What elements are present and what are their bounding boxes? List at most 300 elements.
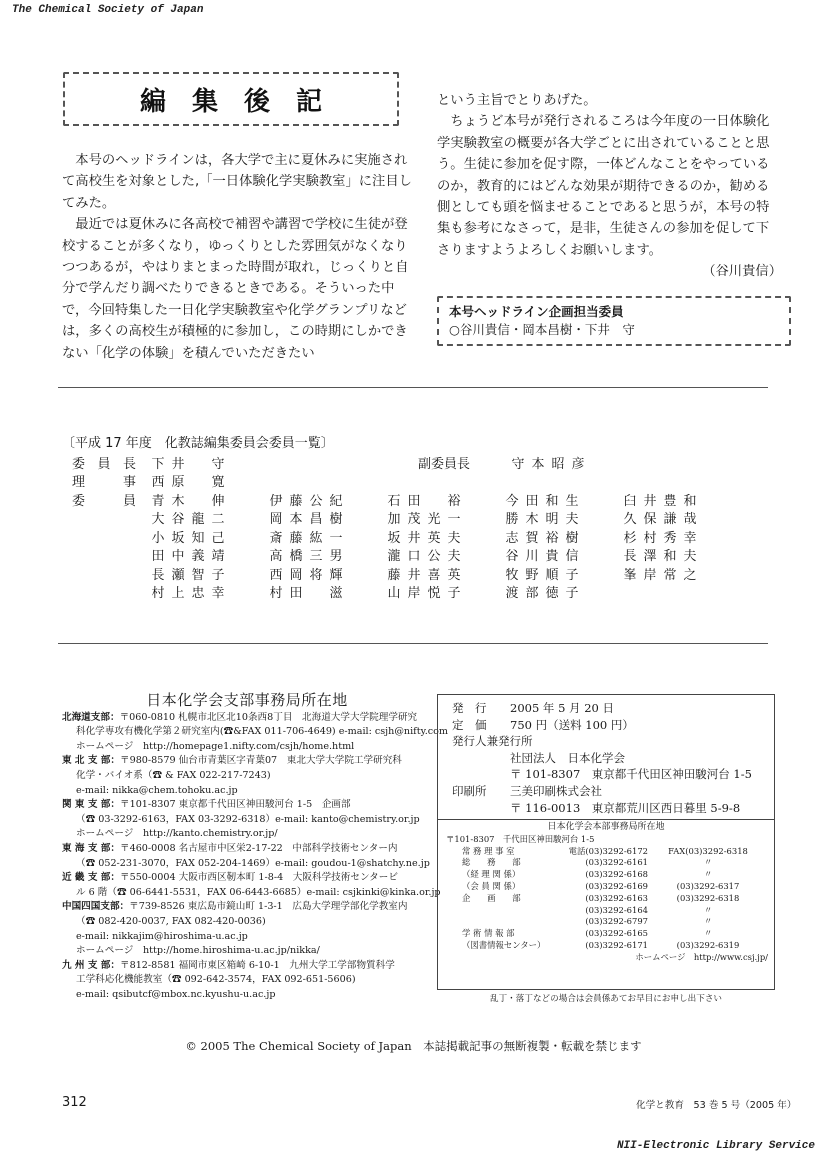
name-char: 裕 [545, 530, 559, 546]
branch-text: 〒460-0008 名古屋市中区栄2-17-22 中部科学技術センター内 [120, 842, 398, 854]
member-name [266, 527, 374, 546]
member-name [384, 582, 492, 601]
name-char: 順 [545, 567, 559, 583]
branch-text: 〒060-0810 札幌市北区北10条西8丁目 北海道大学大学院理学研究 [119, 711, 418, 723]
name-char: 西 [269, 567, 283, 583]
member-name [502, 564, 610, 583]
name-char: 岡 [289, 567, 303, 583]
hq-department: 常 務 理 事 室 [462, 845, 515, 856]
branch-entry [62, 842, 432, 871]
committee-row-director [62, 472, 782, 491]
branch-line [62, 842, 432, 857]
name-char: 裕 [447, 493, 461, 509]
hq-department: 総 務 部 [462, 857, 521, 868]
editorial-left-column [62, 150, 412, 364]
name-char: 保 [643, 512, 657, 528]
committee-row-members [62, 583, 782, 602]
hq-fax: 〃 [703, 916, 713, 927]
branch-line [62, 769, 432, 784]
name-char: 秀 [663, 530, 677, 546]
branch-line [62, 798, 432, 813]
hq-contact-row [438, 869, 774, 881]
member-name [266, 545, 374, 564]
journal-reference: 化学と教育 53 巻 5 号（2005 年） [636, 1100, 797, 1111]
branch-line [62, 857, 432, 872]
name-char: 和 [683, 493, 697, 509]
hq-phone: (03)3292-6164 [585, 904, 648, 915]
name-char: 靖 [211, 549, 225, 565]
branch-line [62, 711, 432, 726]
name-char: 昭 [551, 456, 565, 472]
role-char: 委 [72, 493, 86, 509]
name-char: 生 [565, 493, 579, 509]
committee-title: 〔平成 17 年度 化教誌編集委員会委員一覧〕 [62, 436, 334, 451]
branches-title: 日本化学会支部事務局所在地 [146, 691, 348, 709]
page-title: 編集後記 [139, 86, 348, 117]
name-char: 忠 [191, 586, 205, 602]
name-char: 坂 [171, 530, 185, 546]
branch-name: 中国四国支部： [62, 901, 130, 913]
branch-line [62, 988, 432, 1003]
section-divider [58, 387, 768, 388]
hq-fax: 〃 [703, 904, 713, 915]
name-char: 牧 [505, 567, 519, 583]
branch-text: （☎ 03-3292-6163，FAX 03-3292-6318）e-mail: kanto@chemistry.or.jp [76, 813, 420, 825]
name-char: 田 [289, 586, 303, 602]
name-char: 今 [505, 493, 519, 509]
name-char: 田 [525, 493, 539, 509]
member-name [384, 564, 492, 583]
publication-info-box [437, 694, 775, 990]
name-char: 子 [211, 567, 225, 583]
name-char: 青 [151, 493, 165, 509]
branch-line [62, 886, 441, 901]
name-char: 加 [387, 512, 401, 528]
hq-phone: 電話(03)3292-6172 [568, 845, 648, 856]
hq-department: （会 員 関 係） [462, 880, 521, 891]
publication-info [438, 695, 774, 816]
name-char: 哉 [683, 512, 697, 528]
name-char: 中 [171, 549, 185, 565]
member-name [502, 527, 610, 546]
member-name [148, 471, 256, 490]
name-char: 滋 [329, 586, 343, 602]
name-char: 英 [427, 530, 441, 546]
hq-contact-row [438, 916, 774, 928]
branch-text: 科化学専攻有機化学第２研究室内(☎&FAX 011-706-4649) e-mail: csjh@nifty.com [76, 726, 449, 738]
hq-fax: 〃 [703, 857, 713, 868]
branch-text: 化学・バイオ系（☎ & FAX 022-217-7243) [76, 769, 271, 781]
hq-phone: (03)3292-6165 [585, 928, 648, 939]
name-char: 山 [387, 586, 401, 602]
name-char: 田 [151, 549, 165, 565]
name-char: 原 [171, 475, 185, 491]
role-director [62, 471, 136, 490]
name-char: 志 [505, 530, 519, 546]
name-char: 智 [191, 567, 205, 583]
name-char: 伊 [269, 493, 283, 509]
name-char: 子 [565, 567, 579, 583]
hq-fax: (03)3292-6318 [676, 892, 740, 903]
hq-title: 日本化学会本部事務局所在地 [547, 822, 665, 832]
name-char: 勝 [505, 512, 519, 528]
member-name [384, 490, 492, 509]
name-char: 常 [663, 567, 677, 583]
name-char: 明 [545, 512, 559, 528]
name-char: 公 [309, 493, 323, 509]
footer-watermark: NII-Electronic Library Service [616, 1140, 815, 1152]
name-char: 夫 [447, 549, 461, 565]
name-char: 公 [427, 549, 441, 565]
page-number: 312 [62, 1095, 87, 1110]
name-char: 輝 [329, 567, 343, 583]
name-char: 義 [191, 549, 205, 565]
name-char: 将 [309, 567, 323, 583]
committee-row-members [62, 490, 782, 509]
branch-line [62, 813, 432, 828]
name-char: 悦 [427, 586, 441, 602]
name-char: 臼 [623, 493, 637, 509]
name-char: 三 [309, 549, 323, 565]
name-char: 英 [447, 567, 461, 583]
name-char: 岡 [269, 512, 283, 528]
member-name [620, 545, 728, 564]
hq-phone: (03)3292-6169 [585, 880, 648, 891]
member-name [620, 564, 728, 583]
role-char: 理 [72, 475, 86, 491]
committee-members [62, 490, 782, 601]
member-name [266, 508, 374, 527]
name-char: 木 [525, 512, 539, 528]
name-char: 一 [447, 512, 461, 528]
name-char: 信 [565, 549, 579, 565]
name-char [424, 490, 444, 509]
branch-text: 〒101-8307 東京都千代田区神田駿河台 1-5 企画部 [120, 799, 351, 811]
editorial-right-column [437, 90, 782, 283]
hq-phone: (03)3292-6168 [585, 869, 648, 880]
planners-members: ○谷川貴信・岡本昌樹・下井 守 [449, 322, 635, 337]
issued-value: 2005 年 5 月 20 日 [510, 701, 614, 715]
name-char: 瀬 [171, 567, 185, 583]
hq-fax: 〃 [703, 869, 713, 880]
branch-text: ホームページ http://homepage1.nifty.com/csjh/home.html [76, 740, 355, 752]
name-char: 幸 [683, 530, 697, 546]
hq-contact-row [438, 928, 774, 940]
hq-department: 企 画 部 [462, 892, 521, 903]
member-name [502, 508, 610, 527]
name-char: 村 [151, 586, 165, 602]
hq-contact-table [438, 846, 774, 952]
member-name [266, 582, 374, 601]
hq-department: 学 術 情 報 部 [462, 928, 515, 939]
branch-line [62, 725, 449, 740]
name-char: 高 [269, 549, 283, 565]
hq-department [438, 905, 548, 917]
name-char: 部 [525, 586, 539, 602]
branch-line [62, 871, 432, 886]
member-name [148, 453, 256, 472]
name-char: 杉 [623, 530, 637, 546]
printer-name: 三美印刷株式会社 [510, 783, 602, 798]
name-char: 藤 [289, 530, 303, 546]
name-char: 石 [387, 493, 401, 509]
branch-text: e-mail: nikka@chem.tohoku.ac.jp [76, 784, 238, 796]
name-char: 徳 [545, 586, 559, 602]
name-char: 和 [663, 549, 677, 565]
name-char: 藤 [387, 567, 401, 583]
hq-contact-row [438, 905, 774, 917]
role-char: 委 [72, 456, 86, 472]
branch-text: 〒739-8526 東広島市鏡山町 1-3-1 広島大学理学部化学教室内 [129, 901, 408, 913]
committee-row-members [62, 527, 782, 546]
hq-contact-row [438, 846, 774, 858]
branch-line [62, 827, 432, 842]
member-name [508, 453, 616, 472]
price-label: 定 価 [452, 717, 487, 732]
name-char: 幸 [211, 586, 225, 602]
member-name [266, 564, 374, 583]
branch-name: 近 畿 支 部： [62, 872, 120, 884]
name-char: 井 [171, 456, 185, 472]
name-char: 村 [643, 530, 657, 546]
name-char [188, 490, 208, 509]
editorial-continuation: という主旨でとりあげた。 [437, 93, 597, 108]
headquarters-info [438, 819, 774, 964]
name-char: 口 [407, 549, 421, 565]
role-char: 員 [122, 493, 136, 509]
name-char: 木 [171, 493, 185, 509]
member-name [148, 508, 256, 527]
branch-entry [62, 711, 449, 755]
hq-phone: (03)3292-6797 [585, 916, 648, 927]
role-chair [62, 453, 136, 472]
member-name [502, 545, 610, 564]
name-char: 一 [329, 530, 343, 546]
branch-line [62, 740, 432, 755]
name-char: 本 [531, 456, 545, 472]
name-char: 谷 [171, 512, 185, 528]
branch-text: e-mail: qsibutcf@mbox.nc.kyushu-u.ac.jp [76, 988, 276, 1000]
editorial-paragraph: ちょうど本号が発行されるころは今年度の一日体験化学実験教室の概要が各大学ごとに出されていることと思う。生徒に参加を促す際，一体どんなことをやっているのか，教育的にはどんな効果が期待できるのか，勧める側としても頭を悩ませることであると思うが，本号の特集も参考になさって，是非，生徒さんの参加を促して下さりますようよろしくお願いします。 [437, 114, 770, 258]
branch-offices [62, 691, 449, 1002]
member-name [384, 545, 492, 564]
name-char: 二 [211, 512, 225, 528]
name-char: 豊 [663, 493, 677, 509]
name-char: 大 [151, 512, 165, 528]
name-char: 野 [525, 567, 539, 583]
member-name [148, 545, 256, 564]
hq-contact-row [438, 857, 774, 869]
name-char: 川 [525, 549, 539, 565]
name-char: 彦 [571, 456, 585, 472]
branch-line [62, 900, 432, 915]
pub-row-printer [452, 783, 774, 800]
committee-row-members [62, 546, 782, 565]
member-name [620, 490, 728, 509]
member-name [266, 490, 374, 509]
branch-line [62, 944, 432, 959]
branch-entry [62, 798, 432, 842]
role-member [62, 490, 136, 509]
name-char: 田 [407, 493, 421, 509]
name-char: 澤 [643, 549, 657, 565]
hq-department: （経 理 関 係） [462, 869, 521, 880]
committee-list [62, 432, 782, 601]
member-name [502, 582, 610, 601]
hq-department [438, 916, 548, 928]
branch-text: 工学科応化機能教室（☎ 092-642-3574，FAX 092-651-5606) [76, 974, 356, 986]
branch-entry [62, 959, 432, 1003]
branch-entry [62, 900, 432, 958]
hq-address: 〒101-8307 千代田区神田駿河台 1-5 [446, 833, 595, 844]
name-char: 小 [151, 530, 165, 546]
hq-contact-row [438, 940, 774, 952]
editorial-paragraph: 本号のヘッドラインは，各大学で主に夏休みに実施されて高校生を対象とした,「一日体験化学実験教室」に注目してみた。 [62, 153, 412, 211]
name-char: 瀧 [387, 549, 401, 565]
member-name [148, 564, 256, 583]
name-char: 守 [211, 456, 225, 472]
name-char: 夫 [447, 530, 461, 546]
name-char [306, 582, 326, 601]
branch-text: （☎ 052-231-3070，FAX 052-204-1469）e-mail: goudou-1@shatchy.ne.jp [76, 857, 430, 869]
branch-text: e-mail: nikkajim@hiroshima-u.ac.jp [76, 930, 248, 942]
name-char: 上 [171, 586, 185, 602]
name-char: 長 [151, 567, 165, 583]
name-char: 井 [407, 567, 421, 583]
hq-fax: (03)3292-6319 [676, 939, 740, 950]
branch-text: ホームページ http://kanto.chemistry.or.jp/ [76, 828, 278, 840]
branch-name: 九 州 支 部： [62, 959, 120, 971]
planners-title: 本号ヘッドライン企画担当委員 [449, 304, 624, 319]
name-char: 久 [623, 512, 637, 528]
hq-contact-row [438, 881, 774, 893]
branch-text: 〒550-0004 大阪市西区靭本町 1-8-4 大阪科学技術センタービ [120, 872, 398, 884]
member-name [148, 527, 256, 546]
branch-entry [62, 871, 441, 900]
name-char: 光 [427, 512, 441, 528]
name-char: 本 [289, 512, 303, 528]
hq-phone: (03)3292-6163 [585, 892, 648, 903]
header-watermark: The Chemical Society of Japan [12, 4, 204, 16]
name-char: 藤 [289, 493, 303, 509]
name-char: 下 [151, 456, 165, 472]
name-char: 紀 [329, 493, 343, 509]
name-char: 樹 [565, 530, 579, 546]
name-char: 之 [683, 567, 697, 583]
editorial-title-box [63, 72, 399, 126]
name-char: 谷 [505, 549, 519, 565]
name-char: 紘 [309, 530, 323, 546]
member-name [148, 490, 256, 509]
branch-text: ル 6 階（☎ 06-6441-5531，FAX 06-6443-6685）e-mail: csjkinki@kinka.or.jp [76, 886, 441, 898]
branch-line [62, 959, 432, 974]
name-char: 賀 [525, 530, 539, 546]
misprint-notice: 乱丁・落丁などの場合は会員係あてお早目にお申し出下さい [489, 994, 723, 1004]
name-char: 子 [447, 586, 461, 602]
name-char: 岸 [643, 567, 657, 583]
name-char: 夫 [565, 512, 579, 528]
member-name [620, 527, 728, 546]
name-char [188, 471, 208, 490]
name-char: 龍 [191, 512, 205, 528]
printer-address: 〒 116-0013 東京都荒川区西日暮里 5-9-8 [510, 800, 741, 815]
branch-text: 〒812-8581 福岡市東区箱崎 6-10-1 九州大学工学部物質科学 [120, 959, 395, 971]
branch-entry [62, 754, 432, 798]
branch-line [62, 754, 432, 769]
headline-planners-box [437, 296, 791, 346]
role-char: 長 [122, 456, 136, 472]
hq-fax: 〃 [703, 928, 713, 939]
editorial-signature: （谷川貴信） [702, 264, 782, 280]
name-char: 昌 [309, 512, 323, 528]
hq-fax: (03)3292-6317 [676, 880, 740, 891]
name-char: 村 [269, 586, 283, 602]
name-char: 渡 [505, 586, 519, 602]
name-char: 峯 [623, 567, 637, 583]
pub-row-price [452, 717, 774, 734]
hq-phone: (03)3292-6171 [585, 939, 648, 950]
committee-row-members [62, 564, 782, 583]
committee-row-members [62, 509, 782, 528]
name-char: 井 [643, 493, 657, 509]
name-char: 守 [511, 456, 525, 472]
name-char: 己 [211, 530, 225, 546]
name-char: 貴 [545, 549, 559, 565]
hq-phone: (03)3292-6161 [585, 857, 648, 868]
member-name [148, 582, 256, 601]
name-char: 長 [623, 549, 637, 565]
hq-website: ホームページ http://www.csj.jp/ [635, 951, 768, 962]
member-name [620, 508, 728, 527]
branch-line [62, 784, 432, 799]
branch-line [62, 915, 432, 930]
branch-text: ホームページ http://home.hiroshima-u.ac.jp/nikka/ [76, 945, 320, 957]
branch-name: 東 海 支 部： [62, 842, 120, 854]
editorial-paragraph: 最近では夏休みに各高校で補習や講習で学校に生徒が登校することが多くなり，ゆっくりとした雰囲気がなくなりつつあるが，やはりまとまった時間が取れ，じっくりと自分で学んだり調べたりできるときである。そういった中で，今回特集した一日化学実験教室や化学グランプリなどは，多くの高校生が積極的に参加し，この時期にしかできない「化学の体験」を積んでいただきたい [62, 217, 409, 361]
name-char: 岸 [407, 586, 421, 602]
member-name [502, 490, 610, 509]
name-char: 茂 [407, 512, 421, 528]
printer-label: 印刷所 [452, 783, 487, 798]
name-char: 夫 [683, 549, 697, 565]
hq-fax: FAX(03)3292-6318 [668, 845, 748, 856]
member-name [384, 527, 492, 546]
publisher-address: 〒 101-8307 東京都千代田区神田駿河台 1-5 [510, 767, 752, 782]
publisher-name: 社団法人 日本化学会 [510, 750, 625, 765]
section-divider [58, 643, 768, 644]
hq-department: （図書情報センター） [462, 939, 546, 950]
copyright-line: © 2005 The Chemical Society of Japan 本誌掲載記事の無断複製・転載を禁じます [185, 1039, 642, 1053]
name-char: 井 [407, 530, 421, 546]
issued-label: 発 行 [452, 701, 487, 715]
name-char: 知 [191, 530, 205, 546]
name-char: 樹 [329, 512, 343, 528]
name-char: 坂 [387, 530, 401, 546]
price-value: 750 円（送料 100 円） [510, 717, 634, 732]
name-char: 斎 [269, 530, 283, 546]
branch-text: （☎ 082-420-0037, FAX 082-420-0036) [76, 915, 266, 927]
name-char: 和 [545, 493, 559, 509]
role-vice-chair: 副委員長 [418, 456, 471, 472]
name-char: 子 [565, 586, 579, 602]
role-char: 事 [122, 475, 136, 491]
name-char: 西 [151, 475, 165, 491]
name-char: 男 [329, 549, 343, 565]
branch-line [62, 930, 432, 945]
publisher-label: 発行人兼発行所 [452, 734, 533, 749]
pub-row-issued [452, 700, 774, 717]
role-char: 員 [97, 456, 111, 472]
